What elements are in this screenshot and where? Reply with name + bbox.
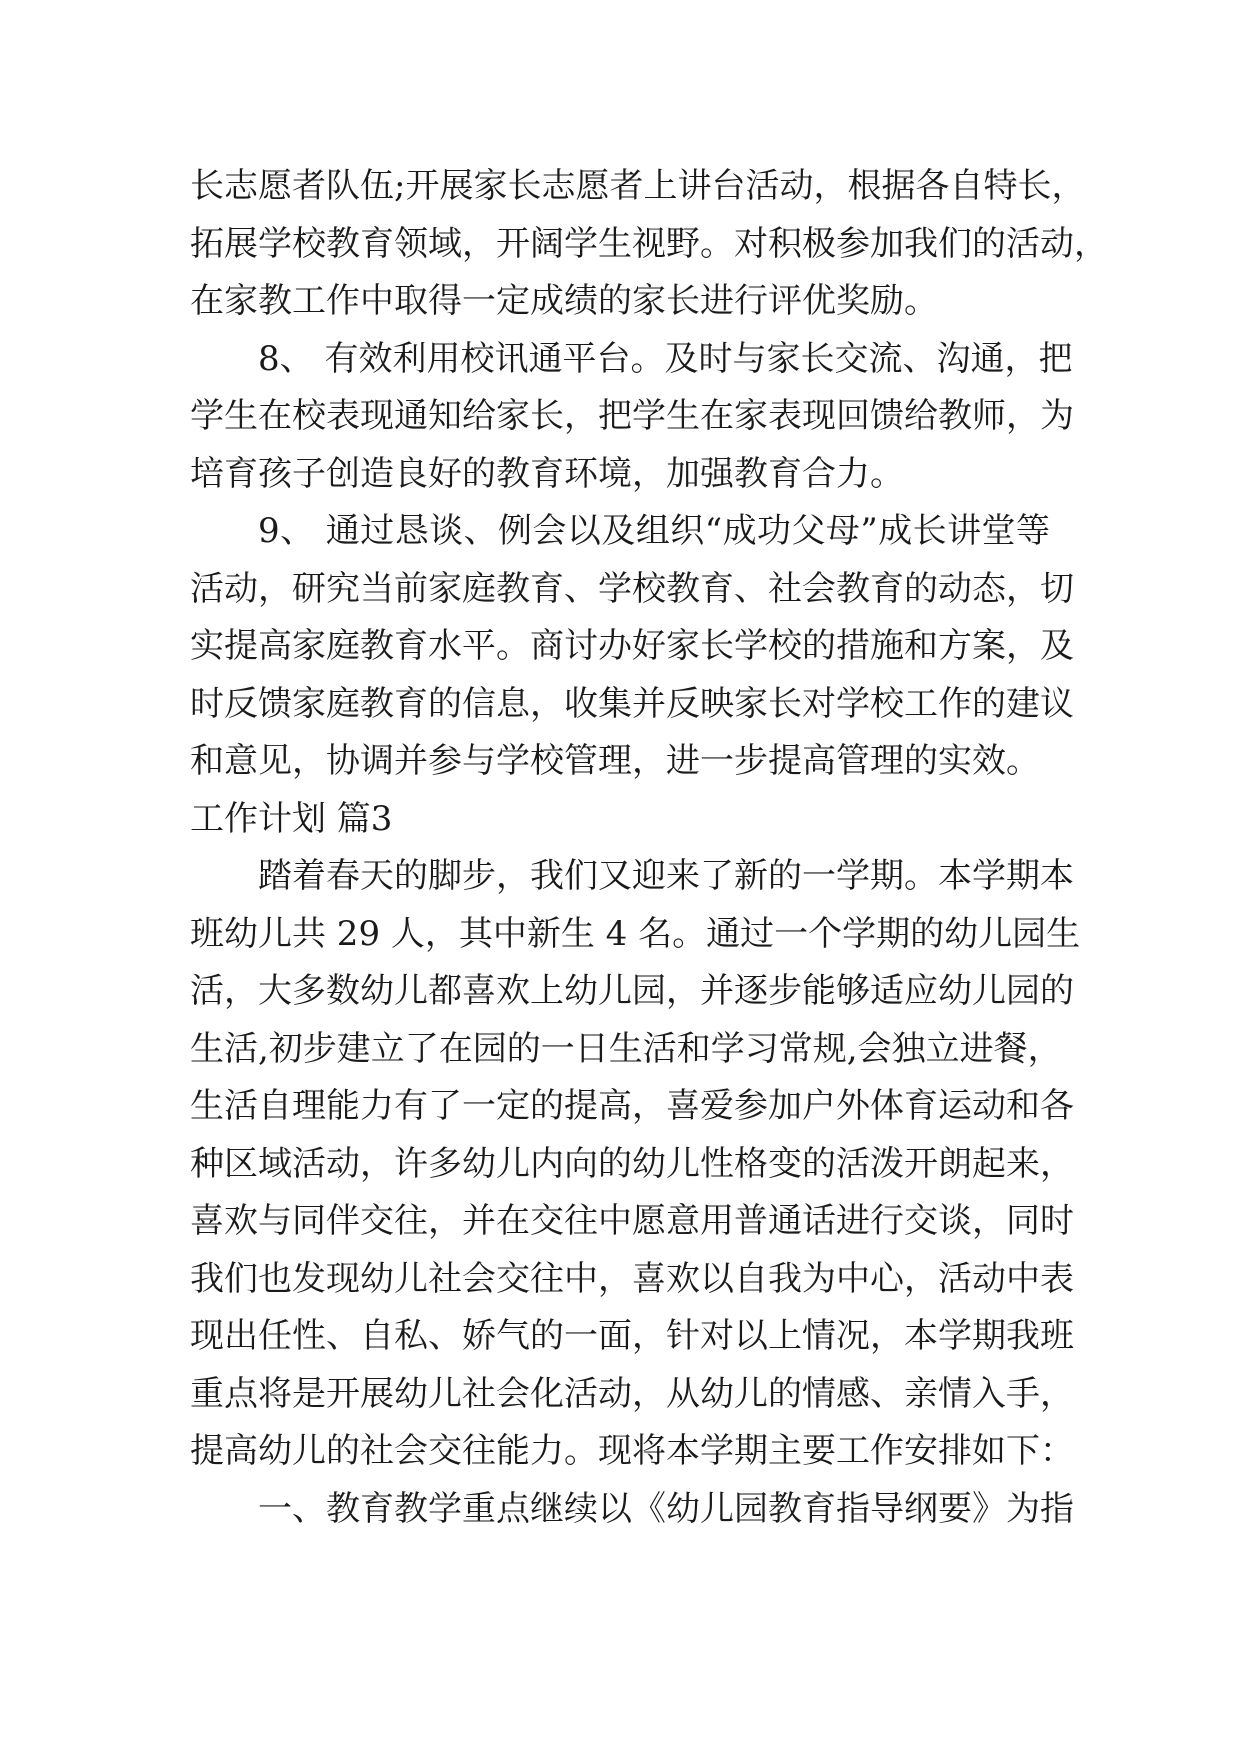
paragraph-section-one xyxy=(190,1481,1074,1539)
text-line: 班幼儿共 29 人，其中新生 4 名。通过一个学期的幼儿园生 xyxy=(190,913,1081,954)
text-line: 拓展学校教育领域，开阔学生视野。对积极参加我们的活动， xyxy=(190,223,1108,264)
text-line: 和意见，协调并参与学校管理，进一步提高管理的实效。 xyxy=(190,741,1040,781)
text-line: 实提高家庭教育水平。商讨办好家长学校的措施和方案，及 xyxy=(190,626,1074,666)
text-line: 时反馈家庭教育的信息，收集并反映家长对学校工作的建议 xyxy=(190,683,1074,724)
text-line: 9、 通过恳谈、例会以及组织“成功父母”成长讲堂等 xyxy=(258,511,1050,551)
paragraph-item-8 xyxy=(190,331,1074,504)
paragraph-item-9 xyxy=(190,503,1074,791)
text-line: 踏着春天的脚步，我们又迎来了新的一学期。本学期本 xyxy=(258,856,1074,896)
text-line: 现出任性、自私、娇气的一面，针对以上情况，本学期我班 xyxy=(190,1316,1074,1356)
paragraph-intro xyxy=(190,848,1081,1481)
text-line: 学生在校表现通知给家长，把学生在家表现回馈给教师，为 xyxy=(190,396,1074,436)
text-line: 活动，研究当前家庭教育、学校教育、社会教育的动态，切 xyxy=(190,568,1074,609)
text-line: 在家教工作中取得一定成绩的家长进行评优奖励。 xyxy=(190,281,938,321)
text-line: 生活,初步建立了在园的一日生活和学习常规,会独立进餐， xyxy=(190,1028,1062,1069)
text-line: 生活自理能力有了一定的提高，喜爱参加户外体育运动和各 xyxy=(190,1086,1074,1126)
text-line: 长志愿者队伍;开展家长志愿者上讲台活动，根据各自特长， xyxy=(190,166,1086,206)
text-line: 活，大多数幼儿都喜欢上幼儿园，并逐步能够适应幼儿园的 xyxy=(190,971,1074,1011)
text-line: 喜欢与同伴交往，并在交往中愿意用普通话进行交谈，同时 xyxy=(190,1201,1074,1241)
document-body xyxy=(190,158,1108,1538)
text-line: 提高幼儿的社会交往能力。现将本学期主要工作安排如下： xyxy=(190,1431,1074,1471)
text-line: 培育孩子创造良好的教育环境，加强教育合力。 xyxy=(190,453,904,494)
text-line: 重点将是开展幼儿社会化活动，从幼儿的情感、亲情入手， xyxy=(190,1373,1074,1414)
text-line: 种区域活动，许多幼儿内向的幼儿性格变的活泼开朗起来， xyxy=(190,1143,1074,1184)
text-line: 一、教育教学重点继续以《幼儿园教育指导纲要》为指 xyxy=(258,1488,1074,1529)
text-line: 8、 有效利用校讯通平台。及时与家长交流、沟通，把 xyxy=(258,338,1073,379)
paragraph-volunteers xyxy=(190,158,1108,331)
text-line: 我们也发现幼儿社会交往中，喜欢以自我为中心，活动中表 xyxy=(190,1258,1074,1299)
section-heading: 工作计划 篇3 xyxy=(190,798,393,839)
